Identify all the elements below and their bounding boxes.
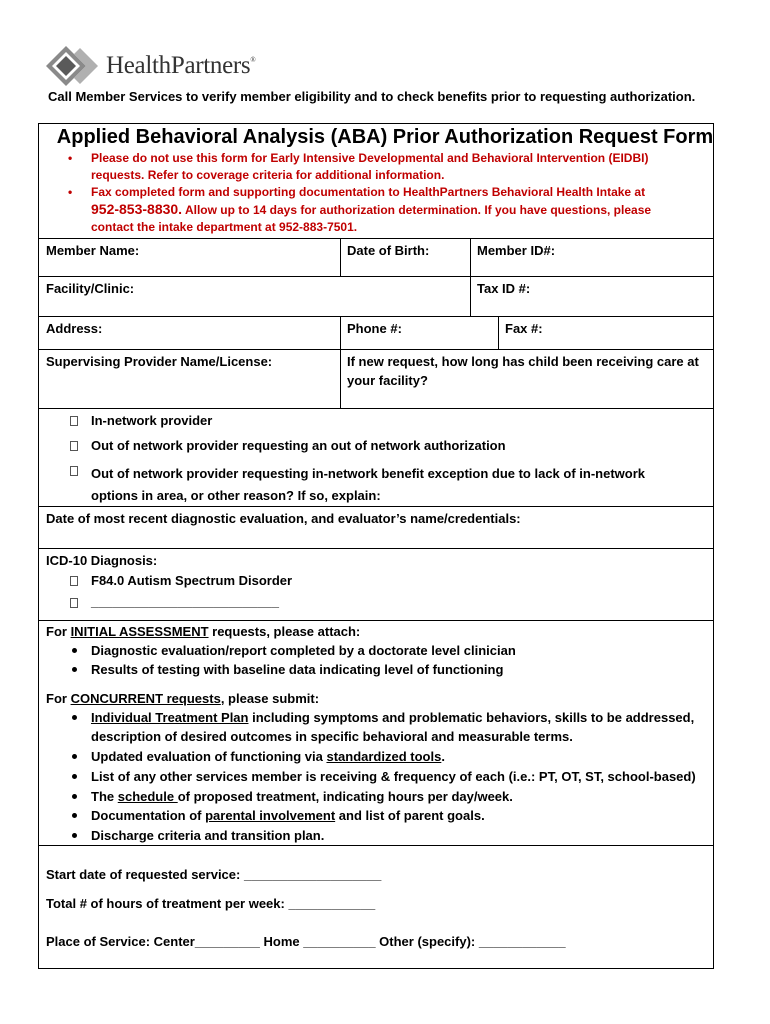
call-member-services-note: Call Member Services to verify member eligibility and to check benefits prior to requesting authorization. — [48, 89, 696, 104]
in-network-label: In-network provider — [91, 413, 213, 428]
initial-item-testing: Results of testing with baseline data indicating level of functioning — [91, 662, 504, 677]
concurrent-requests-heading: For CONCURRENT requests, please submit: — [46, 691, 320, 706]
intake-phone-note: contact the intake department at 952-883-7501. — [91, 220, 358, 234]
concurrent-item-other-services: List of any other services member is receiving & frequency of each (i.e.: PT, OT, ST, school-based) — [91, 769, 696, 784]
in-network-checkbox[interactable] — [70, 416, 78, 426]
divider — [38, 238, 714, 239]
supervising-provider-field[interactable]: Supervising Provider Name/License: — [46, 354, 273, 369]
initial-item-evaluation: Diagnostic evaluation/report completed by a doctorate level clinician — [91, 643, 516, 658]
bullet-icon — [72, 833, 77, 838]
out-of-network-auth-label: Out of network provider requesting an out of network authorization — [91, 438, 506, 453]
divider — [38, 408, 714, 409]
divider — [470, 238, 471, 316]
form-title: Applied Behavioral Analysis (ABA) Prior Authorization Request Form — [56, 126, 714, 148]
bullet-icon: • — [68, 185, 73, 199]
divider — [38, 316, 714, 317]
diagnostic-evaluation-field[interactable]: Date of most recent diagnostic evaluation, and evaluator’s name/credentials: — [46, 511, 521, 526]
brand-name: HealthPartners — [106, 52, 251, 79]
concurrent-item-treatment-plan: Individual Treatment Plan including symptoms and problematic behaviors, skills to be addressed, description of desired outcomes in specific behavioral and measurable terms. — [91, 710, 695, 744]
healthpartners-logo — [44, 44, 264, 90]
bullet-icon — [72, 715, 77, 720]
divider — [38, 620, 714, 621]
autism-diagnosis-label: F84.0 Autism Spectrum Disorder — [91, 573, 293, 588]
care-duration-field[interactable]: If new request, how long has child been receiving care at your facility? — [347, 354, 699, 388]
note-fax-instructions: • Fax completed form and supporting documentation to HealthPartners Behavioral Health Intake at 952-853-8830. Allow up to 14 days for authorization determination. If you have questions, please contact the intake department at 952-883-7501. — [68, 184, 698, 236]
out-of-network-auth-checkbox[interactable] — [70, 441, 78, 451]
other-diagnosis-checkbox[interactable] — [70, 598, 78, 608]
phone-field[interactable]: Phone #: — [347, 321, 402, 336]
bullet-icon — [72, 667, 77, 672]
diamond-logo-icon — [44, 44, 104, 88]
fax-field[interactable]: Fax #: — [505, 321, 543, 336]
in-network-exception-checkbox[interactable] — [70, 466, 78, 476]
facility-clinic-field[interactable]: Facility/Clinic: — [46, 281, 135, 296]
bullet-icon — [72, 648, 77, 653]
concurrent-item-parental: Documentation of parental involvement and list of parent goals. — [91, 808, 485, 823]
concurrent-item-evaluation: Updated evaluation of functioning via standardized tools. — [91, 749, 445, 764]
fax-number: 952-853-8830. — [91, 201, 183, 217]
member-id-field[interactable]: Member ID#: — [477, 243, 556, 258]
in-network-exception-label: Out of network provider requesting in-network benefit exception due to lack of in-network options in area, or other reason? If so, explain: — [91, 466, 645, 503]
initial-assessment-heading: For INITIAL ASSESSMENT requests, please attach: — [46, 624, 361, 639]
bullet-icon — [72, 774, 77, 779]
divider — [340, 316, 341, 408]
divider — [340, 238, 341, 276]
place-of-service-field[interactable]: Place of Service: Center_________ Home __________ Other (specify): ____________ — [46, 934, 566, 949]
divider — [38, 276, 714, 277]
divider — [498, 316, 499, 349]
divider — [38, 548, 714, 549]
hours-per-week-field[interactable]: Total # of hours of treatment per week: ____________ — [46, 896, 376, 911]
bullet-icon: • — [68, 151, 73, 165]
other-diagnosis-line[interactable]: __________________________ — [91, 594, 279, 609]
bullet-icon — [72, 754, 77, 759]
member-name-field[interactable]: Member Name: — [46, 243, 140, 258]
divider — [38, 845, 714, 846]
autism-diagnosis-checkbox[interactable] — [70, 576, 78, 586]
concurrent-item-schedule: The schedule of proposed treatment, indicating hours per day/week. — [91, 789, 513, 804]
date-of-birth-field[interactable]: Date of Birth: — [347, 243, 430, 258]
note-no-eidbi: • Please do not use this form for Early Intensive Developmental and Behavioral Intervention (EIDBI) requests. Refer to coverage criteria for additional information. — [68, 151, 649, 182]
registered-mark: ® — [250, 56, 256, 64]
address-field[interactable]: Address: — [46, 321, 103, 336]
instruction-notes — [68, 150, 698, 236]
bullet-icon — [72, 813, 77, 818]
bullet-icon — [72, 794, 77, 799]
tax-id-field[interactable]: Tax ID #: — [477, 281, 531, 296]
concurrent-item-discharge: Discharge criteria and transition plan. — [91, 828, 325, 843]
divider — [38, 349, 714, 350]
icd-diagnosis-label: ICD-10 Diagnosis: — [46, 553, 158, 568]
start-date-field[interactable]: Start date of requested service: ___________________ — [46, 867, 382, 882]
